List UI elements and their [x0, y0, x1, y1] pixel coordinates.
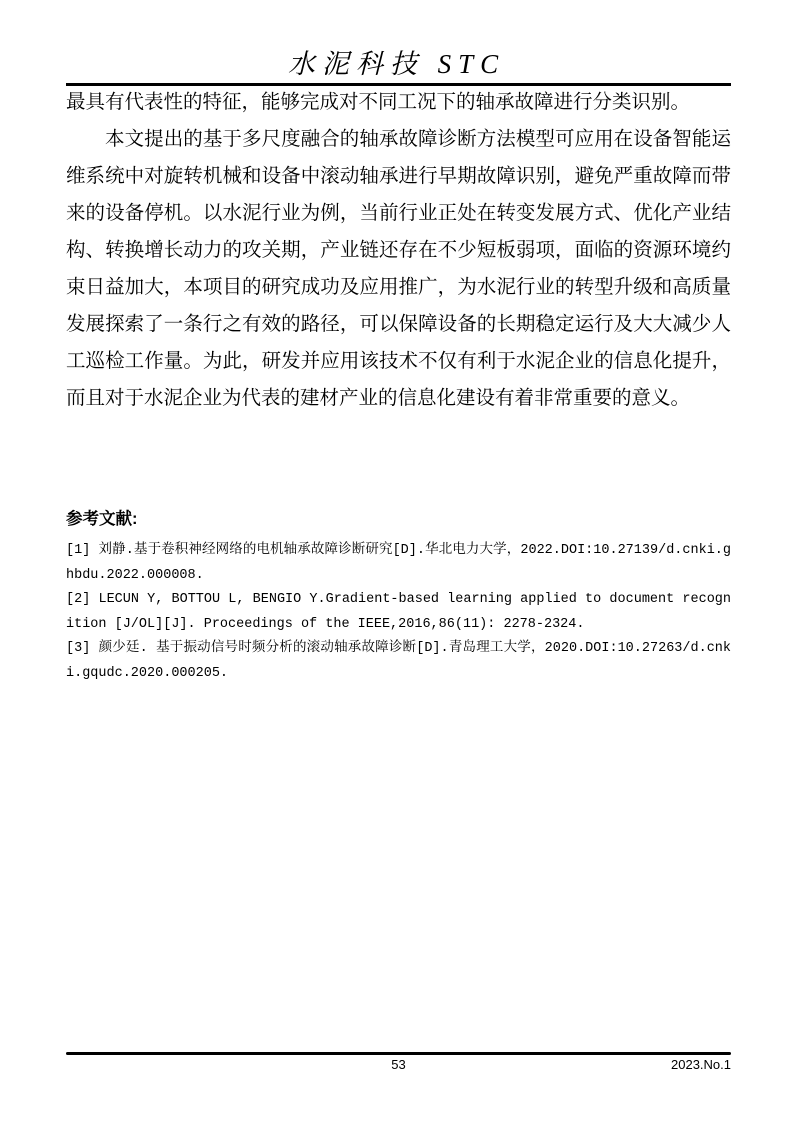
reference-item: [2] LECUN Y, BOTTOU L, BENGIO Y.Gradient-based learning applied to document recognition [J/OL][J]. Proceedings of the IEEE,2016,86(11): 2278-2324. [66, 592, 731, 632]
references-section [66, 505, 731, 686]
journal-title: 水泥科技 STC [287, 49, 506, 79]
issue-label: 2023.No.1 [671, 1057, 731, 1072]
footer [66, 1057, 731, 1075]
footer-divider [66, 1052, 731, 1055]
article-body [66, 84, 731, 417]
references-heading: 参考文献: [66, 510, 138, 528]
reference-item: [3] 颜少廷. 基于振动信号时频分析的滚动轴承故障诊断[D].青岛理工大学，2020.DOI:10.27263/d.cnki.gqudc.2020.000205. [66, 641, 731, 681]
paragraph-conclusion: 本文提出的基于多尺度融合的轴承故障诊断方法模型可应用在设备智能运维系统中对旋转机械和设备中滚动轴承进行早期故障识别，避免严重故障而带来的设备停机。以水泥行业为例，当前行业正处在转变发展方式、优化产业结构、转换增长动力的攻关期，产业链还存在不少短板弱项，面临的资源环境约束日益加大，本项目的研究成功及应用推广，为水泥行业的转型升级和高质量发展探索了一条行之有效的路径，可以保障设备的长期稳定运行及大大减少人工巡检工作量。为此，研发并应用该技术不仅有利于水泥企业的信息化提升，而且对于水泥企业为代表的建材产业的信息化建设有着非常重要的意义。 [66, 129, 731, 409]
page-number: 53 [391, 1057, 406, 1072]
reference-item: [1] 刘静.基于卷积神经网络的电机轴承故障诊断研究[D].华北电力大学，2022.DOI:10.27139/d.cnki.ghbdu.2022.000008. [66, 543, 731, 583]
paragraph-continuation: 最具有代表性的特征，能够完成对不同工况下的轴承故障进行分类识别。 [66, 92, 691, 113]
